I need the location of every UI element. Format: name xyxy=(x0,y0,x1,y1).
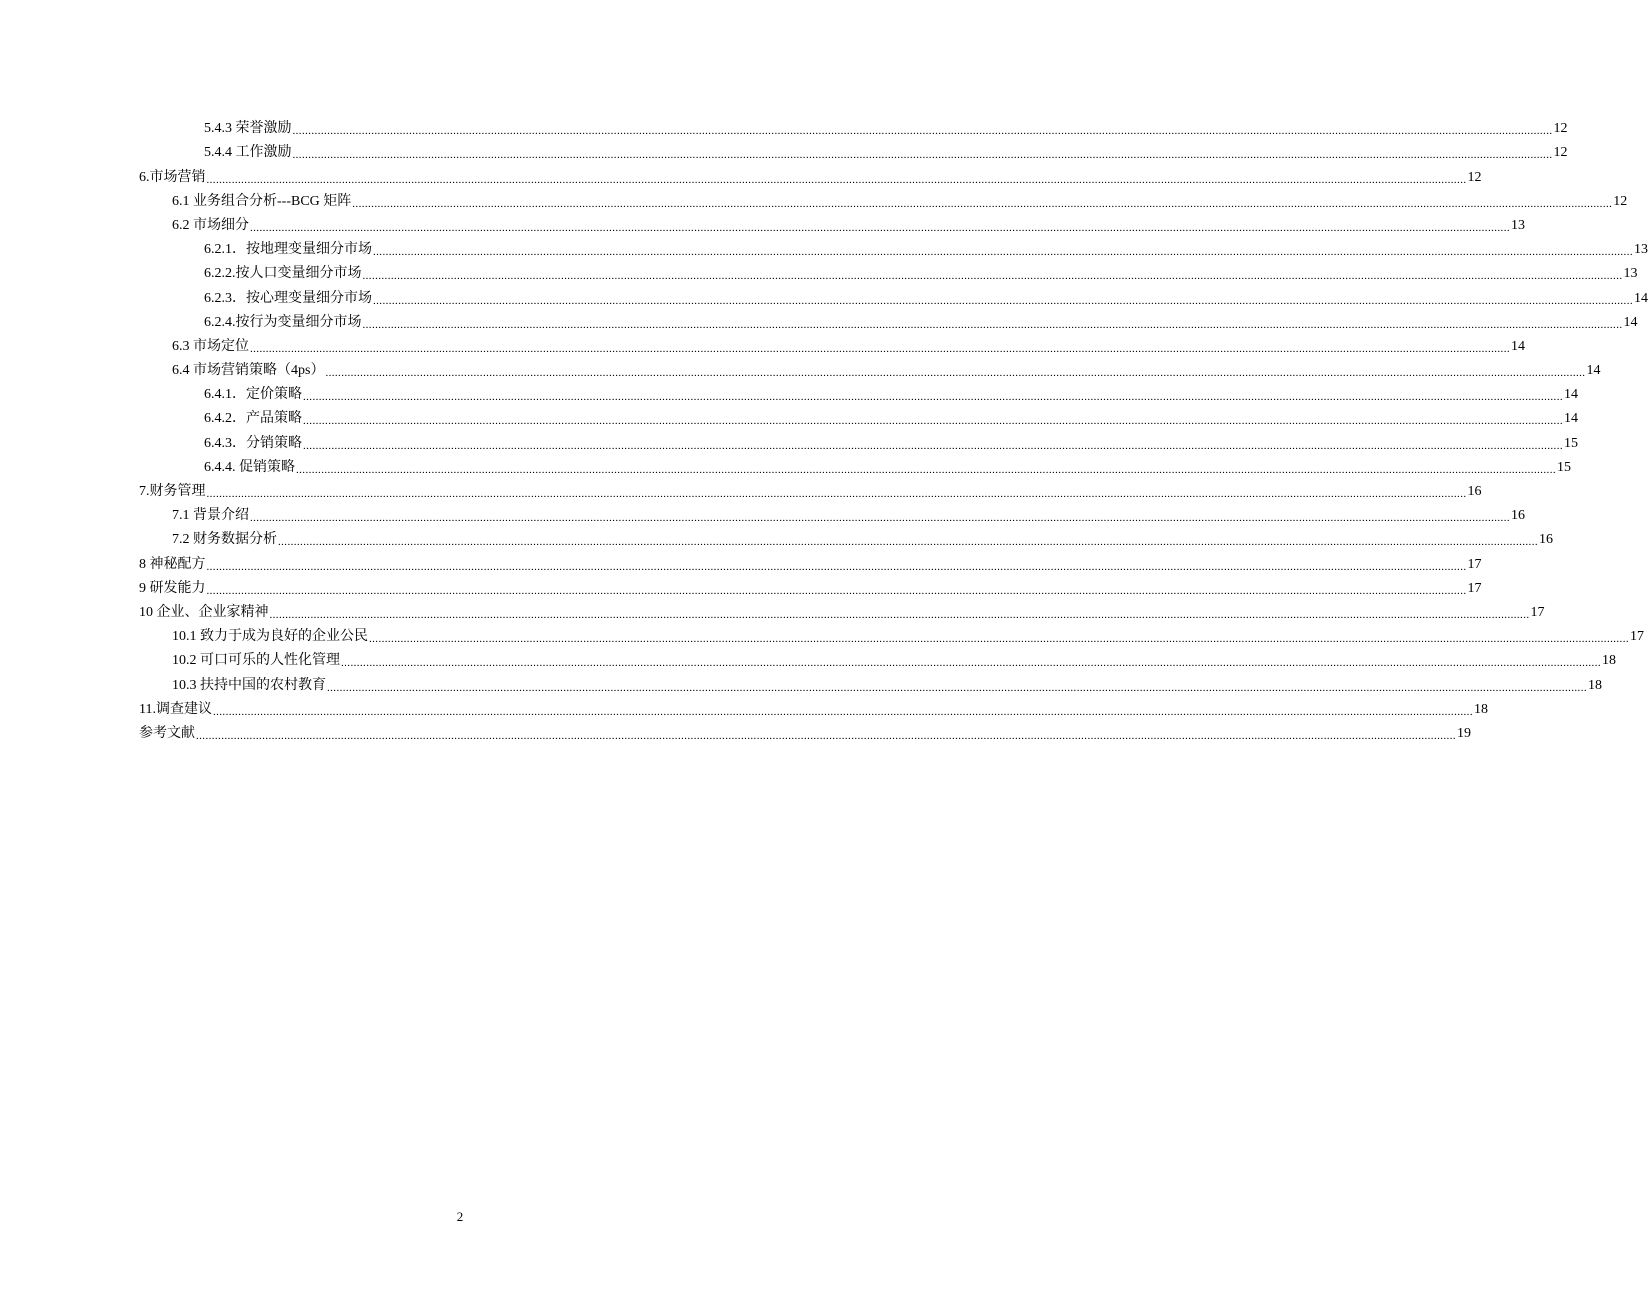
toc-entry-title: 10 企业、企业家精神 xyxy=(139,604,269,620)
dot-leader: ................................................................................................................................................................................................................................................................................................................................................................................................................ xyxy=(325,367,1586,380)
toc-entry-page: 14 xyxy=(1564,411,1578,427)
dot-leader: ................................................................................................................................................................................................................................................................................................................................................................................................................ xyxy=(206,173,1467,186)
dot-leader: ................................................................................................................................................................................................................................................................................................................................................................................................................ xyxy=(369,633,1629,646)
toc-entry[interactable] xyxy=(139,113,1568,138)
toc-entry-page: 14 xyxy=(1623,314,1638,330)
toc-entry[interactable] xyxy=(139,573,1482,597)
toc-entry-title: 6.2.4.按行为变量细分市场 xyxy=(204,314,362,330)
toc-entry-title: 5.4.3 荣誉激励 xyxy=(204,121,292,137)
toc-entry-title: 10.2 可口可乐的人性化管理 xyxy=(172,653,340,669)
toc-entry-title: 6.4.1．定价策略 xyxy=(204,387,302,403)
toc-entry-title: 8 神秘配方 xyxy=(139,556,206,572)
toc-entry[interactable] xyxy=(139,403,1578,428)
dot-leader: ................................................................................................................................................................................................................................................................................................................................................................................................................ xyxy=(212,705,1473,718)
toc-entry-page: 18 xyxy=(1602,653,1616,669)
toc-entry-page: 15 xyxy=(1564,435,1578,451)
toc-entry-page: 18 xyxy=(1588,677,1602,693)
dot-leader: ................................................................................................................................................................................................................................................................................................................................................................................................................ xyxy=(206,584,1467,597)
dot-leader: ................................................................................................................................................................................................................................................................................................................................................................................................................ xyxy=(373,294,1633,307)
toc-entry[interactable] xyxy=(139,524,1553,549)
toc-entry[interactable] xyxy=(139,307,1638,331)
toc-entry-page: 14 xyxy=(1564,387,1578,403)
toc-entry[interactable] xyxy=(139,186,1628,210)
toc-entry[interactable] xyxy=(139,282,1648,307)
toc-entry-title: 6.2 市场细分 xyxy=(172,217,249,233)
toc-entry-page: 12 xyxy=(1553,121,1568,137)
toc-entry[interactable] xyxy=(139,210,1525,234)
toc-entry-title: 6.市场营销 xyxy=(139,169,206,185)
toc-entry-page: 13 xyxy=(1623,266,1638,282)
dot-leader: ................................................................................................................................................................................................................................................................................................................................................................................................................ xyxy=(362,270,1623,283)
toc-entry[interactable] xyxy=(139,476,1482,500)
toc-entry-title: 6.4 市场营销策略（4ps） xyxy=(172,363,325,379)
toc-entry[interactable] xyxy=(139,379,1578,404)
toc-entry-page: 17 xyxy=(1630,629,1644,645)
dot-leader: ................................................................................................................................................................................................................................................................................................................................................................................................................ xyxy=(250,512,1510,525)
dot-leader: ................................................................................................................................................................................................................................................................................................................................................................................................................ xyxy=(296,463,1556,476)
toc-entry-title: 9 研发能力 xyxy=(139,580,206,596)
toc-entry-page: 12 xyxy=(1553,145,1568,161)
toc-entry-page: 15 xyxy=(1557,459,1571,475)
toc-entry-page: 12 xyxy=(1613,193,1628,209)
toc-entry[interactable] xyxy=(139,234,1648,259)
toc-entry-title: 6.2.2.按人口变量细分市场 xyxy=(204,266,362,282)
dot-leader: ................................................................................................................................................................................................................................................................................................................................................................................................................ xyxy=(269,608,1530,621)
toc-entry-page: 13 xyxy=(1511,217,1525,233)
toc-entry-title: 7.2 财务数据分析 xyxy=(172,532,277,548)
toc-entry[interactable] xyxy=(139,427,1578,452)
toc-entry-title: 5.4.4 工作激励 xyxy=(204,145,292,161)
dot-leader: ................................................................................................................................................................................................................................................................................................................................................................................................................ xyxy=(292,125,1553,138)
dot-leader: ................................................................................................................................................................................................................................................................................................................................................................................................................ xyxy=(362,318,1623,331)
toc-entry-title: 7.财务管理 xyxy=(139,484,206,499)
toc-entry-page: 19 xyxy=(1457,725,1471,741)
toc-entry-page: 16 xyxy=(1511,508,1525,524)
toc-entry-page: 14 xyxy=(1634,290,1648,306)
dot-leader: ................................................................................................................................................................................................................................................................................................................................................................................................................ xyxy=(206,560,1467,573)
toc-entry-title: 6.4.3．分销策略 xyxy=(204,435,302,451)
dot-leader: ................................................................................................................................................................................................................................................................................................................................................................................................................ xyxy=(196,729,1456,742)
toc-entry-title: 参考文献 xyxy=(139,725,195,741)
toc-entry-page: 14 xyxy=(1586,363,1601,379)
toc-entry[interactable] xyxy=(139,355,1601,380)
toc-entry-page: 14 xyxy=(1511,338,1525,354)
dot-leader: ................................................................................................................................................................................................................................................................................................................................................................................................................ xyxy=(341,657,1601,670)
toc-entry[interactable] xyxy=(139,331,1525,355)
dot-leader: ................................................................................................................................................................................................................................................................................................................................................................................................................ xyxy=(278,536,1538,549)
toc-entry[interactable] xyxy=(139,718,1471,742)
toc-entry-page: 17 xyxy=(1467,556,1482,572)
toc-entry[interactable] xyxy=(139,621,1644,646)
toc-entry[interactable] xyxy=(139,548,1482,573)
toc-entry[interactable] xyxy=(139,452,1571,476)
toc-entry-title: 6.2.3．按心理变量细分市场 xyxy=(204,290,372,306)
toc-entry-page: 17 xyxy=(1530,604,1545,620)
toc-entry-page: 17 xyxy=(1467,580,1482,596)
toc-entry[interactable] xyxy=(139,258,1638,283)
toc-entry-title: 10.1 致力于成为良好的企业公民 xyxy=(172,629,368,645)
toc-entry-page: 16 xyxy=(1467,484,1482,499)
table-of-contents xyxy=(139,113,1648,742)
toc-entry[interactable] xyxy=(139,137,1568,162)
dot-leader: ................................................................................................................................................................................................................................................................................................................................................................................................................ xyxy=(303,391,1563,404)
toc-entry-title: 6.4.4. 促销策略 xyxy=(204,459,295,475)
toc-entry[interactable] xyxy=(139,669,1602,694)
toc-entry[interactable] xyxy=(139,500,1525,525)
toc-entry-title: 6.3 市场定位 xyxy=(172,338,249,354)
dot-leader: ................................................................................................................................................................................................................................................................................................................................................................................................................ xyxy=(352,197,1613,210)
toc-entry-title: 6.2.1．按地理变量细分市场 xyxy=(204,242,372,258)
toc-entry-page: 12 xyxy=(1467,169,1482,185)
dot-leader: ................................................................................................................................................................................................................................................................................................................................................................................................................ xyxy=(303,415,1563,428)
dot-leader: ................................................................................................................................................................................................................................................................................................................................................................................................................ xyxy=(292,149,1553,162)
toc-entry-title: 7.1 背景介绍 xyxy=(172,508,249,524)
toc-entry-title: 10.3 扶持中国的农村教育 xyxy=(172,677,326,693)
dot-leader: ................................................................................................................................................................................................................................................................................................................................................................................................................ xyxy=(303,439,1563,452)
toc-entry-title: 6.1 业务组合分析---BCG 矩阵 xyxy=(172,193,352,209)
dot-leader: ................................................................................................................................................................................................................................................................................................................................................................................................................ xyxy=(250,342,1510,355)
dot-leader: ................................................................................................................................................................................................................................................................................................................................................................................................................ xyxy=(327,681,1587,694)
toc-entry[interactable] xyxy=(139,694,1488,718)
toc-entry-page: 16 xyxy=(1539,532,1553,548)
toc-entry[interactable] xyxy=(139,645,1616,670)
page-number: 2 xyxy=(456,1209,464,1224)
toc-entry-title: 6.4.2．产品策略 xyxy=(204,411,302,427)
toc-entry-title: 11.调查建议 xyxy=(139,701,212,717)
dot-leader: ................................................................................................................................................................................................................................................................................................................................................................................................................ xyxy=(250,221,1510,234)
toc-entry[interactable] xyxy=(139,597,1545,621)
toc-entry-page: 18 xyxy=(1473,701,1488,717)
toc-entry[interactable] xyxy=(139,161,1482,186)
toc-entry-page: 13 xyxy=(1634,242,1648,258)
dot-leader: ................................................................................................................................................................................................................................................................................................................................................................................................................ xyxy=(373,246,1633,259)
dot-leader: ................................................................................................................................................................................................................................................................................................................................................................................................................ xyxy=(206,488,1467,500)
